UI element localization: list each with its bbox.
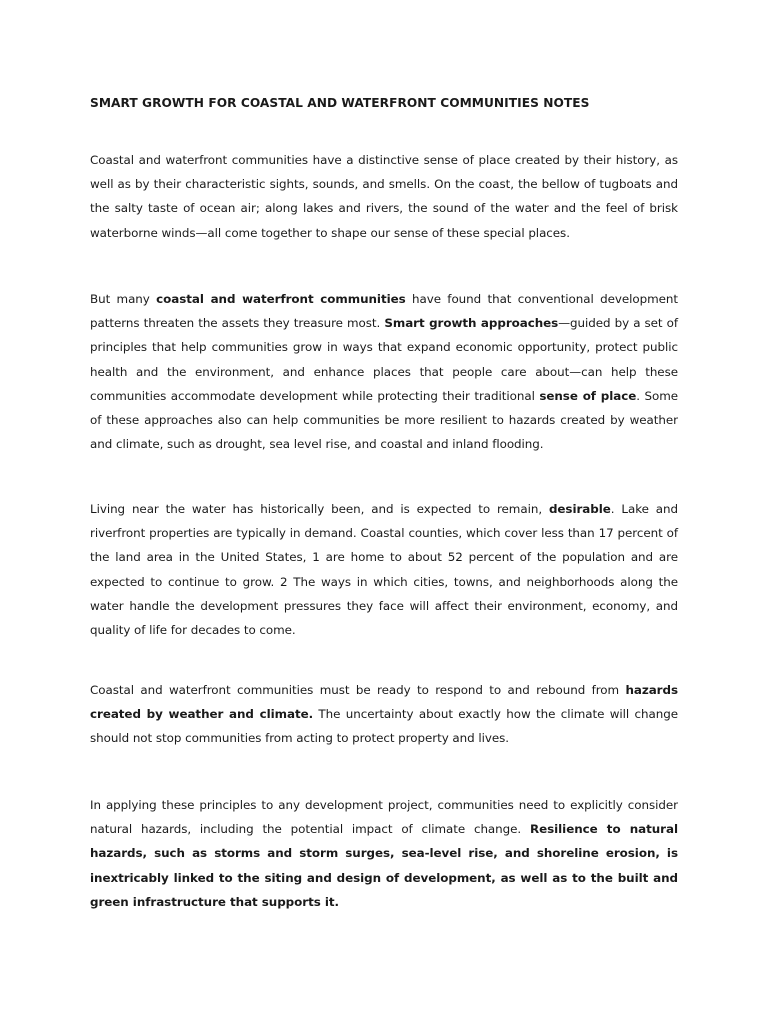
paragraph-text: Coastal and waterfront communities must be ready to respond to and rebound from — [90, 683, 626, 697]
paragraph-text: Coastal and waterfront communities have a distinctive sense of place created by their history, as well as by their characteristic sights, sounds, and smells. On the coast, the bellow of tugboats and the salty taste of ocean air; along lakes and rivers, the sound of the water and the feel of brisk waterborne winds—all come together to shape our sense of these special places. — [90, 153, 678, 240]
paragraph-text: —guided by a set of principles that help communities grow in ways that expand economic opportunity, protect public health and the environment, and enhance places that people care about—can help these communities accommodate development while protecting their traditional — [90, 316, 679, 403]
document-title: SMART GROWTH FOR COASTAL AND WATERFRONT COMMUNITIES NOTES — [90, 96, 590, 110]
paragraph-resilience — [90, 793, 678, 914]
bold-phrase: coastal and waterfront communities — [156, 292, 406, 306]
paragraph-text: In applying these principles to any development project, communities need to explicitly consider natural hazards, including the potential impact of climate change. — [90, 798, 678, 837]
bold-phrase: hazards created by weather and climate. — [90, 683, 678, 722]
paragraph-text: . Lake and riverfront properties are typically in demand. Coastal counties, which cover less than 17 percent of the land area in the United States, 1 are home to about 52 percent of the population and are expected to continue to grow. 2 The ways in which cities, towns, and neighborhoods along the water handle the development pressures they face will affect their environment, economy, and quality of life for decades to come. — [90, 502, 678, 638]
paragraph-text: Living near the water has historically been, and is expected to remain, — [90, 502, 549, 516]
paragraph-desirability — [90, 497, 678, 642]
bold-phrase: Smart growth approaches — [384, 316, 559, 331]
paragraph-hazards — [90, 678, 678, 751]
paragraph-smart-growth — [90, 287, 678, 456]
paragraph-text: have found that conventional development patterns threaten the assets they treasure most. — [90, 292, 678, 331]
paragraph-text: The uncertainty about exactly how the climate will change should not stop communities from acting to protect property and lives. — [90, 707, 678, 746]
bold-phrase: desirable — [548, 502, 611, 516]
paragraph-sense-of-place — [90, 148, 678, 245]
bold-phrase: Resilience to natural hazards, such as storms and storm surges, sea-level rise, and shoreline erosion, is inextricably linked to the siting and design of development, as well as to the built and green infrastructure that supports it. — [90, 822, 678, 909]
paragraph-text: . Some of these approaches also can help communities be more resilient to hazards created by weather and climate, such as drought, sea level rise, and coastal and inland flooding. — [90, 388, 679, 452]
paragraph-text: But many — [90, 292, 157, 306]
bold-phrase: sense of place — [539, 388, 637, 403]
